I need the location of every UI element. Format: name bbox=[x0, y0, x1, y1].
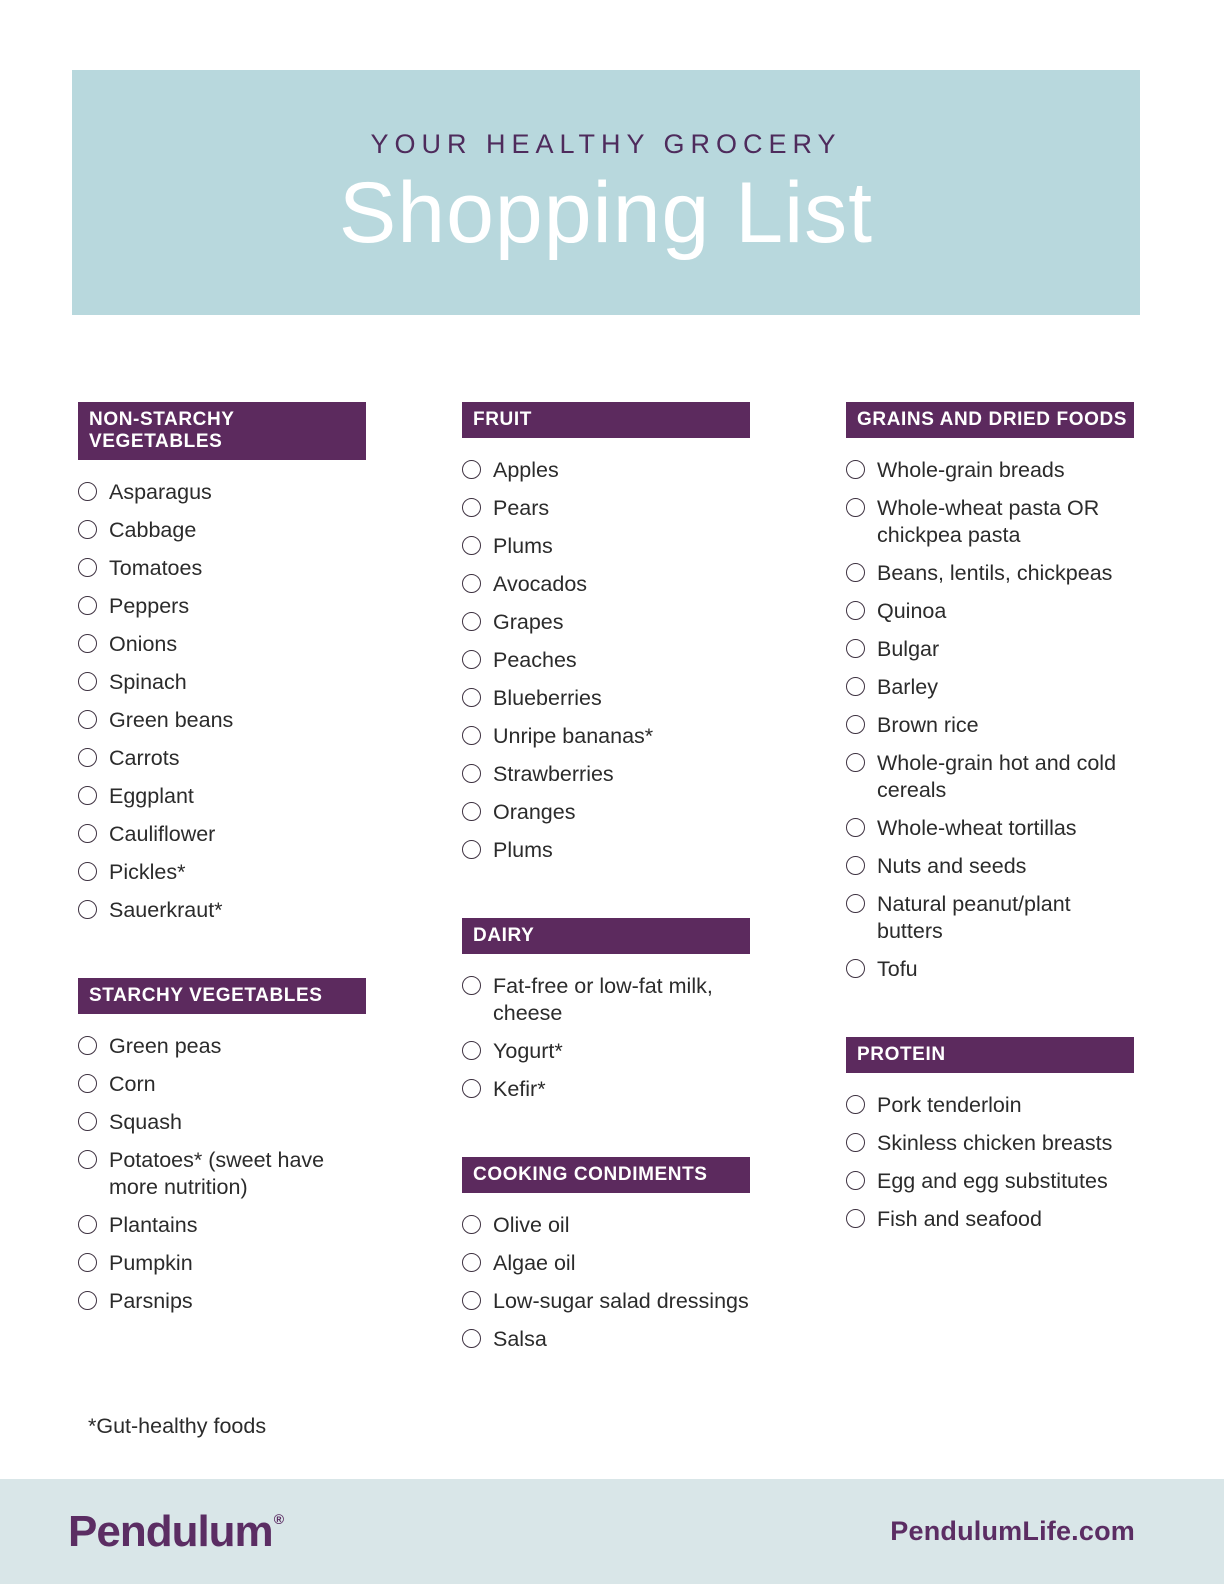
list-item bbox=[78, 555, 366, 582]
item-label: Strawberries bbox=[493, 762, 614, 786]
item-label: Grapes bbox=[493, 610, 564, 634]
list-item bbox=[846, 457, 1134, 484]
checkbox-circle-icon[interactable] bbox=[462, 574, 481, 593]
checkbox-circle-icon[interactable] bbox=[462, 1215, 481, 1234]
checkbox-circle-icon[interactable] bbox=[462, 460, 481, 479]
item-label: Plums bbox=[493, 534, 553, 558]
column bbox=[846, 402, 1134, 1244]
item-label: Squash bbox=[109, 1110, 182, 1134]
item-label: Carrots bbox=[109, 746, 180, 770]
item-label: Beans, lentils, chickpeas bbox=[877, 561, 1113, 585]
column bbox=[78, 402, 366, 1326]
checkbox-circle-icon[interactable] bbox=[462, 840, 481, 859]
list-item bbox=[462, 1076, 750, 1103]
category-section bbox=[846, 402, 1134, 983]
item-label: Cabbage bbox=[109, 518, 197, 542]
checkbox-circle-icon[interactable] bbox=[78, 1150, 97, 1169]
checkbox-circle-icon[interactable] bbox=[846, 1171, 865, 1190]
item-label: Whole-wheat pasta OR chickpea pasta bbox=[877, 496, 1100, 547]
list-item bbox=[846, 1092, 1134, 1119]
list-item bbox=[462, 647, 750, 674]
list-item bbox=[78, 1071, 366, 1098]
item-label: Asparagus bbox=[109, 480, 212, 504]
checkbox-circle-icon[interactable] bbox=[846, 856, 865, 875]
checkbox-circle-icon[interactable] bbox=[78, 1036, 97, 1055]
item-label: Unripe bananas* bbox=[493, 724, 654, 748]
category-header: FRUIT bbox=[462, 402, 750, 438]
item-label: Barley bbox=[877, 675, 938, 699]
item-label: Peppers bbox=[109, 594, 190, 618]
list-item bbox=[462, 837, 750, 864]
item-label: Corn bbox=[109, 1072, 156, 1096]
checkbox-circle-icon[interactable] bbox=[78, 748, 97, 767]
item-label: Pears bbox=[493, 496, 550, 520]
item-label: Skinless chicken breasts bbox=[877, 1131, 1113, 1155]
list-item bbox=[846, 495, 1134, 549]
list-item bbox=[462, 799, 750, 826]
list-item bbox=[846, 1130, 1134, 1157]
checkbox-circle-icon[interactable] bbox=[462, 498, 481, 517]
category-item-list bbox=[78, 460, 366, 924]
list-item bbox=[462, 685, 750, 712]
item-label: Yogurt* bbox=[493, 1039, 563, 1063]
page-title: Shopping List bbox=[338, 164, 874, 261]
checkbox-circle-icon[interactable] bbox=[462, 650, 481, 669]
list-item bbox=[462, 533, 750, 560]
item-label: Plantains bbox=[109, 1213, 198, 1237]
footer-band bbox=[0, 1479, 1224, 1584]
item-label: Kefir* bbox=[493, 1077, 546, 1101]
category-header: NON-STARCHY VEGETABLES bbox=[78, 402, 366, 460]
list-item bbox=[78, 707, 366, 734]
category-header: DAIRY bbox=[462, 918, 750, 954]
website-link[interactable]: PendulumLife.com bbox=[890, 1516, 1135, 1546]
checkbox-circle-icon[interactable] bbox=[846, 959, 865, 978]
item-label: Cauliflower bbox=[109, 822, 216, 846]
checkbox-circle-icon[interactable] bbox=[78, 1112, 97, 1131]
list-item bbox=[78, 897, 366, 924]
item-label: Low-sugar salad dressings bbox=[493, 1289, 749, 1313]
item-label: Plums bbox=[493, 838, 553, 862]
item-label: Peaches bbox=[493, 648, 577, 672]
checkbox-circle-icon[interactable] bbox=[462, 976, 481, 995]
item-label: Pumpkin bbox=[109, 1251, 193, 1275]
checkbox-circle-icon[interactable] bbox=[846, 818, 865, 837]
item-label: Oranges bbox=[493, 800, 576, 824]
checkbox-circle-icon[interactable] bbox=[462, 1041, 481, 1060]
checkbox-circle-icon[interactable] bbox=[846, 1209, 865, 1228]
list-item bbox=[462, 571, 750, 598]
list-item bbox=[846, 1206, 1134, 1233]
item-label: Fish and seafood bbox=[877, 1207, 1042, 1231]
list-item bbox=[78, 1109, 366, 1136]
item-label: Whole-grain hot and cold cereals bbox=[877, 751, 1117, 802]
list-item bbox=[78, 1212, 366, 1239]
item-label: Parsnips bbox=[109, 1289, 193, 1313]
item-label: Tofu bbox=[877, 957, 918, 981]
header-band bbox=[72, 70, 1140, 315]
list-item bbox=[78, 1250, 366, 1277]
list-item bbox=[462, 457, 750, 484]
checkbox-circle-icon[interactable] bbox=[462, 1079, 481, 1098]
checkbox-circle-icon[interactable] bbox=[846, 498, 865, 517]
list-item bbox=[78, 859, 366, 886]
item-label: Apples bbox=[493, 458, 559, 482]
category-header: COOKING CONDIMENTS bbox=[462, 1157, 750, 1193]
list-item bbox=[78, 821, 366, 848]
pendulum-logo-text: Pendulum bbox=[68, 1506, 273, 1556]
list-item bbox=[462, 1212, 750, 1239]
category-item-list bbox=[846, 1073, 1134, 1233]
checkbox-circle-icon[interactable] bbox=[462, 688, 481, 707]
checkbox-circle-icon[interactable] bbox=[462, 1329, 481, 1348]
item-label: Whole-wheat tortillas bbox=[877, 816, 1077, 840]
item-label: Avocados bbox=[493, 572, 588, 596]
checkbox-circle-icon[interactable] bbox=[462, 612, 481, 631]
checkbox-circle-icon[interactable] bbox=[846, 639, 865, 658]
category-item-list bbox=[462, 438, 750, 864]
item-label: Eggplant bbox=[109, 784, 194, 808]
list-item bbox=[462, 1250, 750, 1277]
gut-healthy-footnote: *Gut-healthy foods bbox=[88, 1414, 267, 1438]
checkbox-circle-icon[interactable] bbox=[846, 1133, 865, 1152]
item-label: Tomatoes bbox=[109, 556, 203, 580]
checkbox-circle-icon[interactable] bbox=[846, 1095, 865, 1114]
category-item-list bbox=[462, 1193, 750, 1353]
category-section bbox=[462, 918, 750, 1103]
list-item bbox=[846, 891, 1134, 945]
list-item bbox=[462, 1038, 750, 1065]
list-item bbox=[78, 631, 366, 658]
checkbox-circle-icon[interactable] bbox=[462, 802, 481, 821]
list-item bbox=[78, 783, 366, 810]
list-item bbox=[78, 1288, 366, 1315]
category-section bbox=[462, 1157, 750, 1353]
item-label: Green beans bbox=[109, 708, 234, 732]
checkbox-circle-icon[interactable] bbox=[462, 726, 481, 745]
item-label: Fat-free or low-fat milk, cheese bbox=[493, 974, 713, 1025]
list-item bbox=[462, 1326, 750, 1353]
list-item bbox=[462, 973, 750, 1027]
item-label: Quinoa bbox=[877, 599, 947, 623]
list-item bbox=[78, 669, 366, 696]
checkbox-circle-icon[interactable] bbox=[846, 894, 865, 913]
item-label: Salsa bbox=[493, 1327, 547, 1351]
checkbox-circle-icon[interactable] bbox=[462, 1253, 481, 1272]
category-section bbox=[846, 1037, 1134, 1233]
category-item-list bbox=[78, 1014, 366, 1315]
item-label: Egg and egg substitutes bbox=[877, 1169, 1108, 1193]
list-item bbox=[78, 593, 366, 620]
list-item bbox=[78, 517, 366, 544]
list-item bbox=[462, 761, 750, 788]
checkbox-circle-icon[interactable] bbox=[846, 460, 865, 479]
list-item bbox=[78, 1033, 366, 1060]
item-label: Potatoes* (sweet have more nutrition) bbox=[109, 1148, 325, 1199]
checkbox-circle-icon[interactable] bbox=[78, 558, 97, 577]
checkbox-circle-icon[interactable] bbox=[846, 601, 865, 620]
list-item bbox=[462, 495, 750, 522]
item-label: Whole-grain breads bbox=[877, 458, 1065, 482]
checkbox-circle-icon[interactable] bbox=[78, 672, 97, 691]
header-eyebrow: YOUR HEALTHY GROCERY bbox=[370, 128, 842, 159]
list-item bbox=[846, 712, 1134, 739]
list-item bbox=[78, 745, 366, 772]
list-item bbox=[78, 1147, 366, 1201]
checkbox-circle-icon[interactable] bbox=[78, 710, 97, 729]
item-label: Natural peanut/plant butters bbox=[877, 892, 1071, 943]
list-item bbox=[846, 560, 1134, 587]
checkbox-circle-icon[interactable] bbox=[78, 1253, 97, 1272]
item-label: Sauerkraut* bbox=[109, 898, 223, 922]
registered-trademark-icon: ® bbox=[273, 1510, 284, 1527]
checkbox-circle-icon[interactable] bbox=[78, 1215, 97, 1234]
list-item bbox=[846, 956, 1134, 983]
checkbox-circle-icon[interactable] bbox=[462, 536, 481, 555]
category-header: GRAINS AND DRIED FOODS bbox=[846, 402, 1134, 438]
item-label: Green peas bbox=[109, 1034, 222, 1058]
list-item bbox=[846, 636, 1134, 663]
item-label: Algae oil bbox=[493, 1251, 576, 1275]
list-item bbox=[462, 609, 750, 636]
list-item bbox=[462, 723, 750, 750]
list-item bbox=[462, 1288, 750, 1315]
checkbox-circle-icon[interactable] bbox=[78, 1074, 97, 1093]
item-label: Brown rice bbox=[877, 713, 979, 737]
list-item bbox=[846, 598, 1134, 625]
checkbox-circle-icon[interactable] bbox=[846, 677, 865, 696]
checkbox-circle-icon[interactable] bbox=[846, 753, 865, 772]
checkbox-circle-icon[interactable] bbox=[78, 824, 97, 843]
category-header: PROTEIN bbox=[846, 1037, 1134, 1073]
category-header: STARCHY VEGETABLES bbox=[78, 978, 366, 1014]
category-item-list bbox=[462, 954, 750, 1103]
list-item bbox=[846, 674, 1134, 701]
item-label: Pork tenderloin bbox=[877, 1093, 1022, 1117]
checkbox-circle-icon[interactable] bbox=[78, 900, 97, 919]
category-section bbox=[462, 402, 750, 864]
list-item bbox=[78, 479, 366, 506]
checkbox-circle-icon[interactable] bbox=[846, 563, 865, 582]
category-item-list bbox=[846, 438, 1134, 983]
checkbox-circle-icon[interactable] bbox=[78, 596, 97, 615]
checkbox-circle-icon[interactable] bbox=[846, 715, 865, 734]
category-section bbox=[78, 978, 366, 1315]
item-label: Pickles* bbox=[109, 860, 186, 884]
checkbox-circle-icon[interactable] bbox=[78, 1291, 97, 1310]
category-section bbox=[78, 402, 366, 924]
checkbox-circle-icon[interactable] bbox=[78, 862, 97, 881]
checkbox-circle-icon[interactable] bbox=[78, 482, 97, 501]
checkbox-circle-icon[interactable] bbox=[462, 764, 481, 783]
checkbox-circle-icon[interactable] bbox=[78, 520, 97, 539]
list-item bbox=[846, 750, 1134, 804]
item-label: Spinach bbox=[109, 670, 187, 694]
item-label: Bulgar bbox=[877, 637, 940, 661]
column bbox=[462, 402, 750, 1364]
item-label: Nuts and seeds bbox=[877, 854, 1027, 878]
checkbox-circle-icon[interactable] bbox=[78, 786, 97, 805]
pendulum-logo bbox=[68, 1507, 283, 1557]
list-columns bbox=[78, 402, 1134, 1364]
list-item bbox=[846, 853, 1134, 880]
list-item bbox=[846, 815, 1134, 842]
item-label: Olive oil bbox=[493, 1213, 570, 1237]
item-label: Onions bbox=[109, 632, 178, 656]
checkbox-circle-icon[interactable] bbox=[78, 634, 97, 653]
item-label: Blueberries bbox=[493, 686, 602, 710]
checkbox-circle-icon[interactable] bbox=[462, 1291, 481, 1310]
list-item bbox=[846, 1168, 1134, 1195]
